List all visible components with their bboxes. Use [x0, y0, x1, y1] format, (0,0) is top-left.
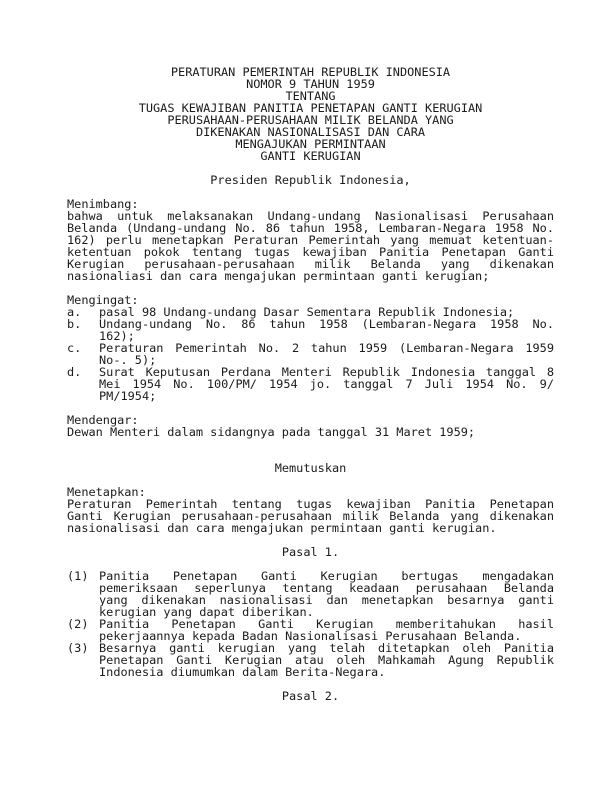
doc-line: Ganti Kerugian perusahaan-perusahaan milik Belanda yang dikenakan: [67, 509, 554, 523]
doc-line-text: pasal 98 Undang-undang Dasar Sementara Republik Indonesia;: [99, 305, 515, 319]
doc-line: DIKENAKAN NASIONALISASI DAN CARA: [195, 125, 426, 139]
doc-line-text: PM/1954;: [99, 389, 157, 403]
blank-line: [67, 402, 554, 414]
doc-line: Dewan Menteri dalam sidangnya pada tanggal 31 Maret 1959;: [67, 425, 476, 439]
list-marker: d.: [67, 365, 82, 379]
list-marker: (3): [67, 641, 89, 655]
doc-line-text: Panitia Penetapan Ganti Kerugian bertugas mengadakan: [99, 569, 554, 583]
doc-line: ketentuan pokok tentang tugas kewajiban Panitia Penetapan Ganti: [67, 245, 554, 259]
doc-line: PERATURAN PEMERINTAH REPUBLIK INDONESIA: [170, 65, 451, 79]
doc-line: Menetapkan:: [67, 485, 146, 499]
doc-line-text: pemeriksaan seperlunya tentang keadaan perusahaan Belanda: [99, 581, 554, 595]
list-marker: b.: [67, 317, 82, 331]
doc-line-text: Mei 1954 No. 100/PM/ 1954 jo. tanggal 7 Juli 1954 No. 9/: [99, 377, 554, 391]
doc-line-text: Peraturan Pemerintah No. 2 tahun 1959 (Lembaran-Negara 1959: [99, 341, 554, 355]
doc-line: Presiden Republik Indonesia,: [210, 173, 411, 187]
doc-line-text: Undang-undang No. 86 tahun 1958 (Lembaran-Negara 1958 No.: [99, 317, 554, 331]
doc-line: nasionaliasi dan cara mengajukan permintaan ganti kerugian;: [67, 269, 490, 283]
document-body: [67, 66, 554, 702]
blank-line: [67, 186, 554, 198]
doc-line: Pasal 2.: [281, 689, 340, 703]
doc-line-text: No-. 5);: [99, 353, 157, 367]
doc-line: NOMOR 9 TAHUN 1959: [246, 77, 375, 91]
doc-line: [67, 390, 554, 402]
doc-line: TUGAS KEWAJIBAN PANITIA PENETAPAN GANTI KERUGIAN: [138, 101, 483, 115]
doc-line: Memutuskan: [274, 461, 347, 475]
doc-line: TENTANG: [285, 89, 336, 103]
list-marker: (1): [67, 569, 89, 583]
doc-line: MENGAJUKAN PERMINTAAN: [235, 137, 386, 151]
list-marker: (2): [67, 617, 89, 631]
doc-line-text: kerugian yang dapat diberikan.: [99, 605, 314, 619]
doc-line: Mendengar:: [67, 413, 139, 427]
doc-line: Kerugian perusahaan-perusahaan milik Belanda yang dikenakan: [67, 257, 554, 271]
doc-line: [67, 318, 554, 330]
doc-line: bahwa untuk melaksanakan Undang-undang Nasionalisasi Perusahaan: [67, 209, 554, 223]
doc-line-text: Panitia Penetapan Ganti Kerugian memberitahukan hasil: [99, 617, 554, 631]
list-marker: c.: [67, 341, 82, 355]
list-marker: a.: [67, 305, 82, 319]
doc-line-text: pekerjaannya kepada Badan Nasionalisasi Perusahaan Belanda.: [99, 629, 522, 643]
doc-line: 162) perlu menetapkan Peraturan Pemerintah yang memuat ketentuan-: [67, 233, 554, 247]
doc-line-text: Indonesia diumumkan dalam Berita-Negara.: [99, 665, 386, 679]
blank-line: [67, 282, 554, 294]
doc-line-text: Penetapan Ganti Kerugian atau oleh Mahkamah Agung Republik: [99, 653, 554, 667]
doc-line-text: Surat Keputusan Perdana Menteri Republik Indonesia tanggal 8: [99, 365, 554, 379]
doc-line-text: 162);: [99, 329, 135, 343]
doc-line: PERUSAHAAN-PERUSAHAAN MILIK BELANDA YANG: [167, 113, 454, 127]
doc-line-text: yang dikenakan nasionalisasi dan menetapkan besarnya ganti: [99, 593, 554, 607]
doc-line: [67, 666, 554, 678]
doc-line: Menimbang:: [67, 197, 139, 211]
doc-line-text: Besarnya ganti kerugian yang telah ditetapkan oleh Panitia: [99, 641, 554, 655]
doc-line: GANTI KERUGIAN: [260, 149, 361, 163]
blank-line: [67, 438, 554, 450]
doc-line: Belanda (Undang-undang No. 86 tahun 1958, Lembaran-Negara 1958 No.: [67, 221, 554, 235]
doc-line: nasionalisasi dan cara mengajukan permintaan ganti kerugian.: [67, 521, 497, 535]
doc-line: Mengingat:: [67, 293, 139, 307]
doc-line: Pasal 1.: [281, 545, 340, 559]
doc-line: Peraturan Pemerintah tentang tugas kewajiban Panitia Penetapan: [67, 497, 554, 511]
